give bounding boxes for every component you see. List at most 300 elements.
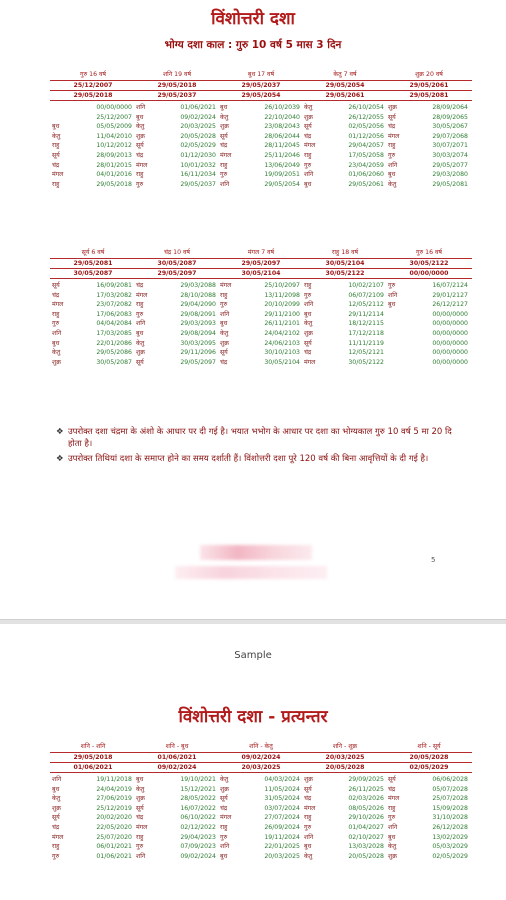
dasha-row [218, 103, 304, 113]
planet-name: केतु [52, 349, 61, 357]
planet-name: केतु [52, 795, 61, 803]
dasha-row [302, 151, 388, 161]
end-date: 09/02/2024 [180, 852, 216, 860]
dasha-row [302, 319, 388, 329]
planet-name: चंद्र [304, 795, 312, 803]
dasha-row [50, 804, 136, 814]
dasha-end-date: 29/05/2054 [218, 91, 304, 101]
dasha-row [302, 310, 388, 320]
dasha-row [386, 180, 472, 190]
end-date: 22/01/2025 [264, 843, 300, 851]
planet-name: मंगल [304, 358, 316, 366]
planet-name: चंद्र [220, 804, 228, 812]
dasha-row [218, 842, 304, 852]
end-date: 30/05/2087 [96, 358, 132, 366]
dasha-row [302, 329, 388, 339]
planet-name: शनि [304, 171, 314, 179]
dasha-row [218, 833, 304, 843]
dasha-row [50, 329, 136, 339]
dasha-row [302, 141, 388, 151]
dasha-row [50, 339, 136, 349]
dasha-row [50, 122, 136, 132]
end-date: 25/12/2007 [96, 113, 132, 121]
dasha-row [50, 161, 136, 171]
dasha-row [218, 823, 304, 833]
planet-name: शुक्र [136, 132, 145, 140]
dasha-row [218, 329, 304, 339]
dasha-row [386, 339, 472, 349]
planet-name: बुध [220, 104, 228, 111]
dasha-row [302, 852, 388, 862]
planet-name: गुरु [136, 180, 144, 188]
planet-name: राहु [52, 310, 60, 318]
end-date: 28/10/2088 [180, 291, 216, 299]
dasha-row [50, 842, 136, 852]
dasha-row [50, 141, 136, 151]
dasha-row [134, 141, 220, 151]
planet-name: बुध [136, 329, 144, 337]
dasha-row [386, 141, 472, 151]
planet-name: सूर्य [388, 776, 396, 783]
end-date: 29/04/2057 [348, 142, 384, 150]
end-date: 24/04/2019 [96, 785, 132, 793]
dasha-row [302, 785, 388, 795]
dasha-row [302, 358, 388, 368]
dasha-block [386, 70, 472, 189]
dasha-row [218, 122, 304, 132]
planet-name: गुरु [304, 823, 312, 831]
dasha-row [386, 823, 472, 833]
end-date: 25/10/2097 [264, 282, 300, 289]
dasha-header: सूर्य 6 वर्ष [50, 248, 136, 259]
planet-name: केतु [304, 852, 313, 860]
planet-name: सूर्य [52, 151, 60, 159]
planet-name: मंगल [220, 282, 232, 289]
planet-name: बुध [388, 833, 396, 841]
dasha-row [134, 348, 220, 358]
end-date: 29/08/2094 [180, 329, 216, 337]
planet-name: चंद्र [388, 785, 396, 793]
end-date: 03/07/2024 [264, 804, 300, 812]
dasha-row [218, 775, 304, 785]
planet-name: शुक्र [304, 776, 313, 783]
dasha-row [386, 132, 472, 142]
dasha-row [302, 794, 388, 804]
end-date: 00/00/0000 [432, 329, 468, 337]
dasha-start-date: 30/05/2104 [302, 259, 388, 269]
end-date: 16/09/2081 [96, 282, 132, 289]
planet-name: गुरु [136, 843, 144, 851]
page-title: विंशोत्तरी दशा [211, 9, 295, 29]
dasha-row [386, 122, 472, 132]
end-date: 02/10/2027 [348, 833, 384, 841]
planet-name: राहु [304, 282, 312, 289]
end-date: 00/00/0000 [432, 358, 468, 366]
planet-name: सूर्य [136, 358, 144, 366]
dasha-row [386, 842, 472, 852]
dasha-row [302, 833, 388, 843]
dasha-end-date: 20/03/2025 [218, 763, 304, 773]
end-date: 00/00/0000 [432, 349, 468, 357]
dasha-row [302, 113, 388, 123]
dasha-row [386, 833, 472, 843]
dasha-row [134, 804, 220, 814]
end-date: 28/05/2022 [180, 795, 216, 803]
dasha-row [302, 132, 388, 142]
end-date: 01/12/2056 [348, 132, 384, 140]
dasha-block [134, 248, 220, 367]
planet-name: चंद्र [220, 142, 228, 150]
dasha-start-date: 29/05/2018 [50, 753, 136, 763]
end-date: 16/07/2124 [432, 282, 468, 289]
planet-name: मंगल [52, 301, 64, 309]
page-title: विंशोत्तरी दशा - प्रत्यन्तर [178, 707, 328, 727]
end-date: 29/05/2054 [264, 180, 300, 188]
end-date: 31/10/2028 [432, 814, 468, 822]
end-date: 06/10/2022 [180, 814, 216, 822]
end-date: 28/01/2015 [96, 161, 132, 169]
dasha-block [134, 742, 220, 861]
dasha-start-date: 30/05/2087 [134, 259, 220, 269]
dasha-row [386, 113, 472, 123]
dasha-row [50, 103, 136, 113]
end-date: 29/05/2037 [180, 180, 216, 188]
dasha-row [386, 852, 472, 862]
dasha-row [218, 141, 304, 151]
end-date: 29/01/2127 [432, 291, 468, 299]
end-date: 28/09/2064 [432, 104, 468, 111]
dasha-row [386, 103, 472, 113]
dasha-row [218, 358, 304, 368]
dasha-row [386, 804, 472, 814]
planet-name: मंगल [220, 814, 232, 822]
diamond-bullet-icon: ❖ [56, 454, 64, 464]
planet-name: चंद्र [220, 358, 228, 366]
dasha-start-date: 09/02/2024 [218, 753, 304, 763]
dasha-row [50, 813, 136, 823]
planet-name: बुध [136, 776, 144, 783]
end-date: 01/06/2021 [180, 104, 216, 111]
planet-name: राहु [388, 804, 396, 812]
planet-name: बुध [388, 171, 396, 179]
dasha-row [50, 319, 136, 329]
end-date: 29/05/2086 [96, 349, 132, 357]
end-date: 29/03/2080 [432, 171, 468, 179]
planet-name: बुध [304, 180, 312, 188]
end-date: 17/03/2085 [96, 329, 132, 337]
end-date: 06/06/2028 [432, 776, 468, 783]
planet-name: सूर्य [220, 795, 228, 803]
planet-name: मंगल [304, 142, 316, 150]
dasha-header: राहु 18 वर्ष [302, 248, 388, 259]
end-date: 17/12/2118 [348, 329, 384, 337]
planet-name: राहु [52, 843, 60, 851]
dasha-row [386, 358, 472, 368]
end-date: 12/05/2121 [348, 349, 384, 357]
planet-name: मंगल [136, 291, 148, 299]
planet-name: शुक्र [136, 795, 145, 803]
dasha-header: मंगल 7 वर्ष [218, 248, 304, 259]
planet-name: राहु [304, 151, 312, 159]
dasha-end-date: 29/05/2081 [386, 91, 472, 101]
dasha-row [134, 813, 220, 823]
planet-name: केतु [304, 320, 313, 328]
dasha-row [134, 329, 220, 339]
planet-name: बुध [220, 320, 228, 328]
dasha-row [386, 291, 472, 301]
dasha-row [50, 170, 136, 180]
planet-name: सूर्य [304, 785, 312, 793]
dasha-row [134, 161, 220, 171]
dasha-row [134, 785, 220, 795]
planet-name: केतु [304, 104, 313, 111]
planet-name: सूर्य [304, 339, 312, 347]
dasha-start-date: 20/05/2028 [386, 753, 472, 763]
end-date: 20/05/2028 [348, 852, 384, 860]
dasha-block [134, 70, 220, 189]
planet-name: शुक्र [220, 785, 229, 793]
dasha-end-date: 09/02/2024 [134, 763, 220, 773]
end-date: 20/03/2025 [180, 123, 216, 131]
end-date: 11/11/2119 [348, 339, 384, 347]
planet-name: मंगल [220, 151, 232, 159]
planet-name: केतु [136, 339, 145, 347]
planet-name: राहु [136, 171, 144, 179]
end-date: 25/11/2046 [264, 151, 300, 159]
end-date: 28/09/2013 [96, 151, 132, 159]
end-date: 30/03/2095 [180, 339, 216, 347]
planet-name: सूर्य [388, 113, 396, 121]
planet-name: बुध [136, 113, 144, 121]
end-date: 29/03/2088 [180, 282, 216, 289]
end-date: 11/05/2024 [264, 785, 300, 793]
end-date: 29/05/2077 [432, 161, 468, 169]
dasha-row [218, 339, 304, 349]
dasha-row [218, 319, 304, 329]
planet-name: गुरु [388, 151, 396, 159]
dasha-row [50, 132, 136, 142]
planet-name: मंगल [136, 161, 148, 169]
end-date: 23/07/2082 [96, 301, 132, 309]
dasha-row [302, 291, 388, 301]
end-date: 16/07/2022 [180, 804, 216, 812]
dasha-block [302, 70, 388, 189]
dasha-row [386, 170, 472, 180]
planet-name: शनि [304, 301, 314, 309]
planet-name: गुरु [52, 852, 60, 860]
planet-name: चंद्र [304, 349, 312, 357]
end-date: 20/02/2020 [96, 814, 132, 822]
planet-name: सूर्य [52, 814, 60, 822]
dasha-block [386, 248, 472, 367]
dasha-header: गुरु 16 वर्ष [386, 248, 472, 259]
end-date: 20/10/2099 [264, 301, 300, 309]
dasha-end-date: 30/05/2122 [302, 269, 388, 279]
planet-name: शुक्र [52, 358, 61, 366]
end-date: 00/00/0000 [432, 320, 468, 328]
dasha-row [386, 813, 472, 823]
dasha-row [218, 151, 304, 161]
dasha-end-date: 29/05/2018 [50, 91, 136, 101]
end-date: 11/04/2010 [96, 132, 132, 140]
planet-name: शुक्र [388, 852, 397, 860]
dasha-row [302, 348, 388, 358]
dasha-row [134, 339, 220, 349]
dasha-row [302, 823, 388, 833]
dasha-row [50, 113, 136, 123]
planet-name: शनि [52, 329, 62, 337]
planet-name: शुक्र [220, 339, 229, 347]
planet-name: केतु [220, 113, 229, 121]
dasha-row [386, 161, 472, 171]
dasha-row [218, 813, 304, 823]
end-date: 23/04/2059 [348, 161, 384, 169]
end-date: 05/07/2028 [432, 785, 468, 793]
dasha-start-date: 29/05/2037 [218, 81, 304, 91]
planet-name: राहु [220, 161, 228, 169]
dasha-row [134, 319, 220, 329]
planet-name: शनि [136, 852, 146, 860]
diamond-bullet-icon: ❖ [56, 427, 64, 437]
dasha-row [218, 348, 304, 358]
dasha-row [302, 180, 388, 190]
end-date: 10/02/2107 [348, 282, 384, 289]
end-date: 07/09/2023 [180, 843, 216, 851]
planet-name: चंद्र [52, 823, 60, 831]
dasha-row [302, 842, 388, 852]
planet-name: शुक्र [304, 329, 313, 337]
note-item [56, 453, 456, 465]
dasha-row [218, 300, 304, 310]
planet-name: चंद्र [388, 123, 396, 131]
blurred-watermark [175, 566, 327, 579]
dasha-row [134, 291, 220, 301]
end-date: 06/07/2109 [348, 291, 384, 299]
planet-name: केतु [136, 123, 145, 131]
end-date: 10/01/2032 [180, 161, 216, 169]
planet-name: बुध [52, 339, 60, 347]
dasha-row [50, 348, 136, 358]
planet-name: राहु [220, 291, 228, 299]
dasha-row [134, 358, 220, 368]
dasha-block [302, 742, 388, 861]
planet-name: शनि [304, 833, 314, 841]
end-date: 26/10/2039 [264, 104, 300, 111]
end-date: 29/11/2114 [348, 310, 384, 318]
planet-name: सूर्य [136, 142, 144, 150]
planet-name: गुरु [220, 301, 228, 309]
dasha-row [302, 161, 388, 171]
planet-name: मंगल [52, 171, 64, 179]
planet-name: राहु [136, 301, 144, 309]
dasha-row [218, 113, 304, 123]
dasha-row [50, 823, 136, 833]
end-date: 30/07/2071 [432, 142, 468, 150]
dasha-block [218, 248, 304, 367]
dasha-row [302, 804, 388, 814]
dasha-row [50, 291, 136, 301]
dasha-row [50, 281, 136, 291]
dasha-end-date: 29/05/2037 [134, 91, 220, 101]
planet-name: केतु [136, 785, 145, 793]
planet-name: शनि [388, 161, 398, 169]
end-date: 29/07/2068 [432, 132, 468, 140]
planet-name: राहु [52, 142, 60, 150]
dasha-header: शनि - शुक्र [302, 742, 388, 753]
end-date: 26/12/2028 [432, 823, 468, 831]
dasha-row [134, 132, 220, 142]
dasha-row [386, 794, 472, 804]
end-date: 26/10/2054 [348, 104, 384, 111]
end-date: 29/11/2100 [264, 310, 300, 318]
dasha-start-date: 25/12/2007 [50, 81, 136, 91]
note-item [56, 426, 456, 450]
dasha-row [218, 170, 304, 180]
end-date: 24/06/2103 [264, 339, 300, 347]
dasha-row [386, 319, 472, 329]
planet-name: मंगल [136, 823, 148, 831]
dasha-end-date: 29/05/2061 [302, 91, 388, 101]
planet-name: राहु [220, 823, 228, 831]
dasha-row [50, 852, 136, 862]
dasha-row [134, 170, 220, 180]
planet-name: सूर्य [52, 282, 60, 289]
end-date: 31/05/2024 [264, 795, 300, 803]
end-date: 19/11/2024 [264, 833, 300, 841]
dasha-row [50, 358, 136, 368]
end-date: 30/03/2074 [432, 151, 468, 159]
planet-name: शनि [220, 310, 230, 318]
notes [56, 426, 456, 468]
dasha-row [134, 852, 220, 862]
dasha-row [134, 833, 220, 843]
end-date: 29/09/2025 [348, 776, 384, 783]
end-date: 24/04/2102 [264, 329, 300, 337]
end-date: 08/05/2026 [348, 804, 384, 812]
end-date: 26/12/2127 [432, 301, 468, 309]
end-date: 29/04/2090 [180, 301, 216, 309]
dasha-start-date: 29/05/2097 [218, 259, 304, 269]
end-date: 30/05/2122 [348, 358, 384, 366]
end-date: 01/06/2060 [348, 171, 384, 179]
planet-name: मंगल [388, 795, 400, 803]
planet-name: चंद्र [136, 814, 144, 822]
end-date: 22/10/2040 [264, 113, 300, 121]
dasha-row [50, 785, 136, 795]
planet-name: शनि [52, 776, 62, 783]
dasha-row [134, 122, 220, 132]
planet-name: सूर्य [304, 123, 312, 131]
dasha-row [134, 842, 220, 852]
planet-name: चंद्र [304, 132, 312, 140]
planet-name: चंद्र [136, 282, 144, 289]
planet-name: मंगल [388, 132, 400, 140]
end-date: 02/03/2026 [348, 795, 384, 803]
planet-name: गुरु [304, 291, 312, 299]
planet-name: राहु [52, 180, 60, 188]
dasha-end-date: 30/05/2104 [218, 269, 304, 279]
end-date: 13/06/2049 [264, 161, 300, 169]
end-date: 15/12/2021 [180, 785, 216, 793]
planet-name: गुरु [136, 310, 144, 318]
planet-name: गुरु [220, 171, 228, 179]
dasha-start-date: 20/03/2025 [302, 753, 388, 763]
end-date: 16/11/2034 [180, 171, 216, 179]
dasha-row [218, 794, 304, 804]
dasha-header: बुध 17 वर्ष [218, 70, 304, 81]
dasha-row [50, 775, 136, 785]
dasha-row [218, 132, 304, 142]
